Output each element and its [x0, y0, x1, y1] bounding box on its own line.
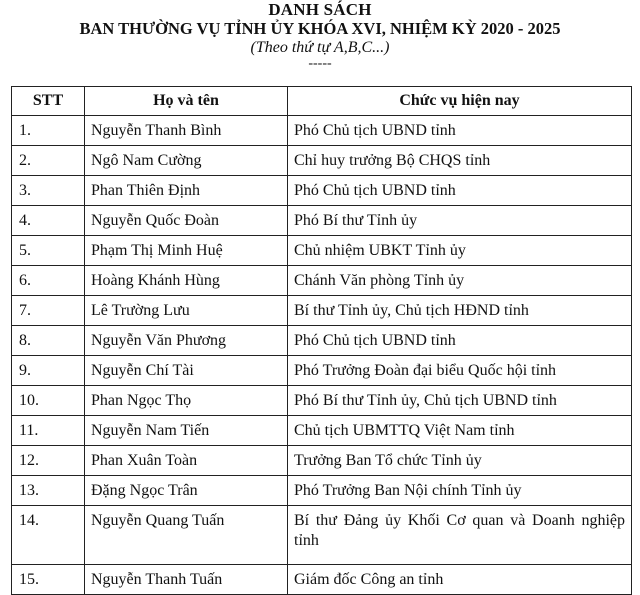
member-table	[11, 86, 632, 595]
row-number: 6.	[12, 266, 85, 296]
member-position: Trưởng Ban Tổ chức Tỉnh ủy	[288, 446, 632, 476]
document-header	[0, 0, 640, 71]
member-position: Phó Trưởng Đoàn đại biểu Quốc hội tỉnh	[288, 356, 632, 386]
table-row	[12, 236, 632, 266]
table-row	[12, 386, 632, 416]
row-number: 14.	[12, 506, 85, 565]
column-header-stt: STT	[12, 87, 85, 116]
row-number: 9.	[12, 356, 85, 386]
member-position: Chánh Văn phòng Tỉnh ủy	[288, 266, 632, 296]
member-name: Nguyễn Thanh Bình	[85, 116, 288, 146]
member-position: Phó Bí thư Tỉnh ủy	[288, 206, 632, 236]
member-position: Chỉ huy trưởng Bộ CHQS tỉnh	[288, 146, 632, 176]
member-name: Nguyễn Văn Phương	[85, 326, 288, 356]
row-number: 1.	[12, 116, 85, 146]
member-name: Phạm Thị Minh Huệ	[85, 236, 288, 266]
table-row	[12, 296, 632, 326]
table-row	[12, 146, 632, 176]
separator-line: -----	[308, 56, 332, 71]
table-header-row	[12, 87, 632, 116]
document-title: DANH SÁCH	[268, 0, 372, 19]
table-row	[12, 266, 632, 296]
table-row	[12, 206, 632, 236]
member-name: Nguyễn Chí Tài	[85, 356, 288, 386]
member-position: Phó Bí thư Tỉnh ủy, Chủ tịch UBND tỉnh	[288, 386, 632, 416]
table-row	[12, 506, 632, 565]
column-header-position: Chức vụ hiện nay	[288, 87, 632, 116]
table-row	[12, 565, 632, 595]
row-number: 10.	[12, 386, 85, 416]
row-number: 5.	[12, 236, 85, 266]
member-name: Nguyễn Nam Tiến	[85, 416, 288, 446]
row-number: 12.	[12, 446, 85, 476]
member-name: Phan Thiên Định	[85, 176, 288, 206]
member-position: Chủ nhiệm UBKT Tỉnh ủy	[288, 236, 632, 266]
table-row	[12, 176, 632, 206]
member-position: Phó Chủ tịch UBND tỉnh	[288, 176, 632, 206]
row-number: 3.	[12, 176, 85, 206]
member-name: Đặng Ngọc Trân	[85, 476, 288, 506]
member-name: Lê Trường Lưu	[85, 296, 288, 326]
member-name: Phan Ngọc Thọ	[85, 386, 288, 416]
table-row	[12, 116, 632, 146]
document-subtitle: BAN THƯỜNG VỤ TỈNH ỦY KHÓA XVI, NHIỆM KỲ 2020 - 2025	[79, 19, 561, 38]
member-name: Nguyễn Quốc Đoàn	[85, 206, 288, 236]
member-position: Phó Trưởng Ban Nội chính Tỉnh ủy	[288, 476, 632, 506]
table-row	[12, 476, 632, 506]
member-position: Bí thư Đảng ủy Khối Cơ quan và Doanh nghiệp tỉnh	[288, 506, 632, 565]
row-number: 7.	[12, 296, 85, 326]
member-name: Nguyễn Quang Tuấn	[85, 506, 288, 565]
table-row	[12, 356, 632, 386]
table-row	[12, 326, 632, 356]
row-number: 4.	[12, 206, 85, 236]
member-position: Chủ tịch UBMTTQ Việt Nam tỉnh	[288, 416, 632, 446]
column-header-name: Họ và tên	[85, 87, 288, 116]
row-number: 15.	[12, 565, 85, 595]
row-number: 8.	[12, 326, 85, 356]
row-number: 11.	[12, 416, 85, 446]
member-position: Phó Chủ tịch UBND tỉnh	[288, 116, 632, 146]
member-position: Giám đốc Công an tỉnh	[288, 565, 632, 595]
member-name: Phan Xuân Toàn	[85, 446, 288, 476]
member-position: Bí thư Tỉnh ủy, Chủ tịch HĐND tỉnh	[288, 296, 632, 326]
member-name: Ngô Nam Cường	[85, 146, 288, 176]
member-position: Phó Chủ tịch UBND tỉnh	[288, 326, 632, 356]
ordering-note: (Theo thứ tự A,B,C...)	[250, 39, 390, 56]
row-number: 13.	[12, 476, 85, 506]
member-name: Nguyễn Thanh Tuấn	[85, 565, 288, 595]
member-name: Hoàng Khánh Hùng	[85, 266, 288, 296]
table-row	[12, 416, 632, 446]
table-row	[12, 446, 632, 476]
row-number: 2.	[12, 146, 85, 176]
